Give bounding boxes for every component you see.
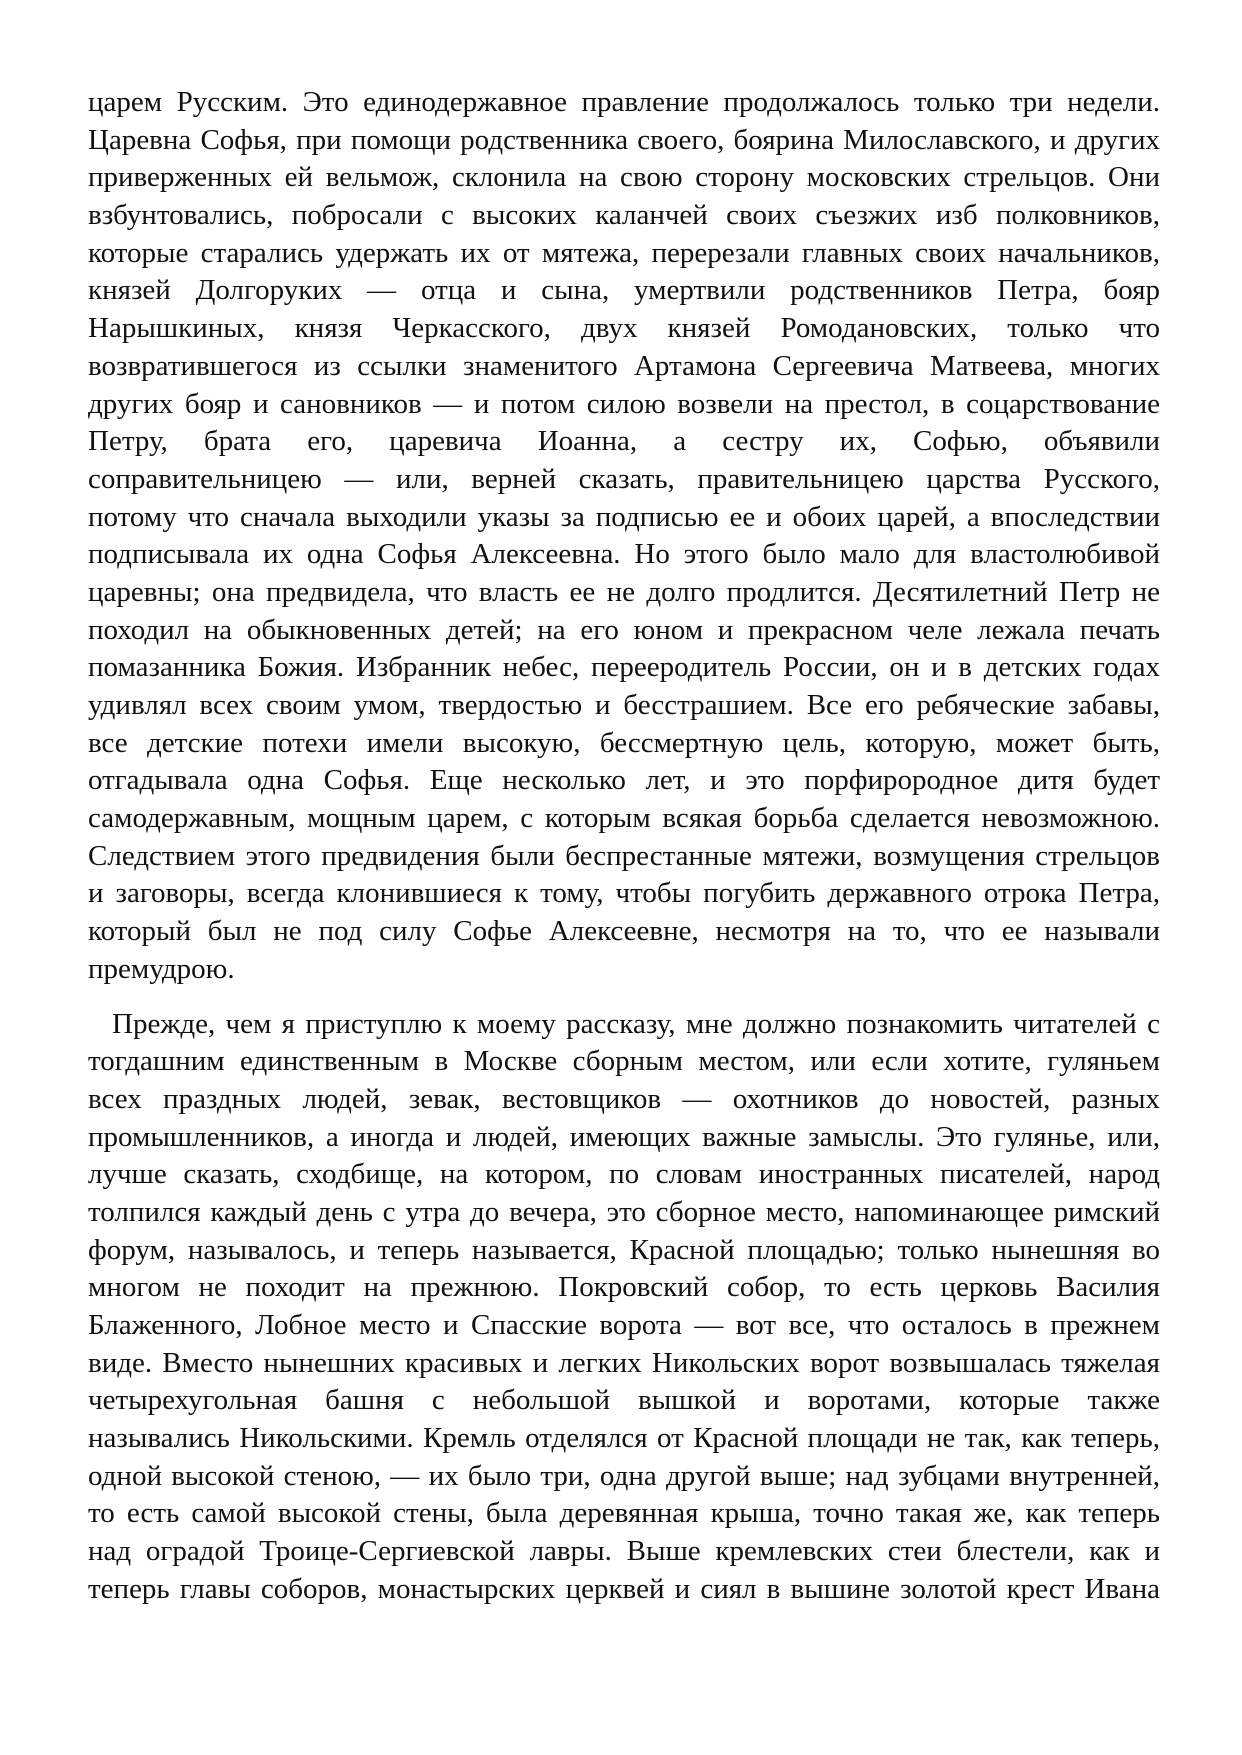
- text-line: царевны; она предвидела, что власть ее не долго продлится. Десятилетний Петр не: [88, 575, 1160, 608]
- text-line: которые старались удержать их от мятежа, перерезали главных своих начальников,: [88, 236, 1160, 269]
- text-line: других бояр и сановников — и потом силою возвели на престол, в соцарствование: [88, 387, 1160, 420]
- text-line: назывались Никольскими. Кремль отделялся от Красной площади не так, как теперь,: [88, 1422, 1160, 1455]
- text-line: самодержавным, мощным царем, с которым всякая борьба сделается невозможною.: [88, 802, 1160, 835]
- text-line: форум, называлось, и теперь называется, Красной площадью; только нынешняя во: [88, 1233, 1160, 1266]
- text-line: Следствием этого предвидения были беспрестанные мятежи, возмущения стрельцов: [88, 839, 1160, 872]
- text-line: и заговоры, всегда клонившиеся к тому, чтобы погубить державного отрока Петра,: [88, 877, 1160, 910]
- text-line: Блаженного, Лобное место и Спасские ворота — вот все, что осталось в прежнем: [88, 1309, 1160, 1341]
- text-line: то есть самой высокой стены, была деревянная крыша, точно такая же, как теперь: [88, 1497, 1160, 1530]
- text-line: промышленников, а иногда и людей, имеющих важные замыслы. Это гулянье, или,: [88, 1120, 1160, 1153]
- text-line: Царевна Софья, при помощи родственника своего, боярина Милославского, и других: [88, 123, 1160, 156]
- text-line: тогдашним единственным в Москве сборным местом, или если хотите, гуляньем: [88, 1045, 1160, 1078]
- text-line: отгадывала одна Софья. Еще несколько лет, и это порфирородное дитя будет: [88, 764, 1160, 797]
- paragraph: [88, 84, 1160, 989]
- text-line: который был не под силу Софье Алексеевне, несмотря на то, что ее называли: [88, 915, 1160, 948]
- text-line: Нарышкиных, князя Черкасского, двух князей Ромодановских, только что: [88, 312, 1160, 345]
- text-line: князей Долгоруких — отца и сына, умертвили родственников Петра, бояр: [88, 274, 1160, 307]
- text-line: теперь главы соборов, монастырских церквей и сиял в вышине золотой крест Ивана: [88, 1572, 1160, 1605]
- text-line: соправительницею — или, верней сказать, правительницею царства Русского,: [88, 462, 1160, 495]
- text-line: над оградой Троице-Сергиевской лавры. Выше кремлевских стеи блестели, как и: [88, 1535, 1160, 1568]
- text-line: четырехугольная башня с небольшой вышкой и воротами, которые также: [88, 1384, 1160, 1417]
- text-line: многом не походит на прежнюю. Покровский собор, то есть церковь Василия: [88, 1271, 1160, 1304]
- text-line: удивлял всех своим умом, твердостью и бесстрашием. Все его ребяческие забавы,: [88, 689, 1160, 721]
- text-line: походил на обыкновенных детей; на его юном и прекрасном челе лежала печать: [88, 613, 1160, 646]
- text-line: виде. Вместо нынешних красивых и легких Никольских ворот возвышалась тяжелая: [88, 1346, 1160, 1379]
- text-line: Петру, брата его, царевича Иоанна, а сестру их, Софью, объявили: [88, 425, 1160, 458]
- text-line: подписывала их одна Софья Алексеевна. Но этого было мало для властолюбивой: [88, 538, 1160, 571]
- text-line: помазанника Божия. Избранник небес, перееродитель России, он и в детских годах: [88, 651, 1160, 684]
- text-line: премудрою.: [88, 952, 235, 985]
- text-line: всех праздных людей, зевак, вестовщиков — охотников до новостей, разных: [88, 1082, 1160, 1115]
- text-line: Прежде, чем я приступлю к моему рассказу, мне должно познакомить читателей с: [112, 1007, 1160, 1040]
- text-line: одной высокой стеною, — их было три, одна другой выше; над зубцами внутренней,: [88, 1459, 1160, 1492]
- text-line: толпился каждый день с утра до вечера, это сборное место, напоминающее римский: [88, 1195, 1160, 1228]
- document-page: [88, 84, 1160, 1609]
- paragraph: [88, 1006, 1160, 1609]
- text-line: царем Русским. Это единодержавное правление продолжалось только три недели.: [88, 86, 1160, 118]
- text-line: все детские потехи имели высокую, бессмертную цель, которую, может быть,: [88, 726, 1160, 759]
- text-line: взбунтовались, побросали с высоких каланчей своих съезжих изб полковников,: [88, 199, 1160, 232]
- text-line: потому что сначала выходили указы за подписью ее и обоих царей, а впоследствии: [88, 500, 1160, 533]
- text-line: возвратившегося из ссылки знаменитого Артамона Сергеевича Матвеева, многих: [88, 349, 1160, 382]
- text-line: лучше сказать, сходбище, на котором, по словам иностранных писателей, народ: [88, 1158, 1160, 1191]
- text-line: приверженных ей вельмож, склонила на свою сторону московских стрельцов. Они: [88, 161, 1160, 194]
